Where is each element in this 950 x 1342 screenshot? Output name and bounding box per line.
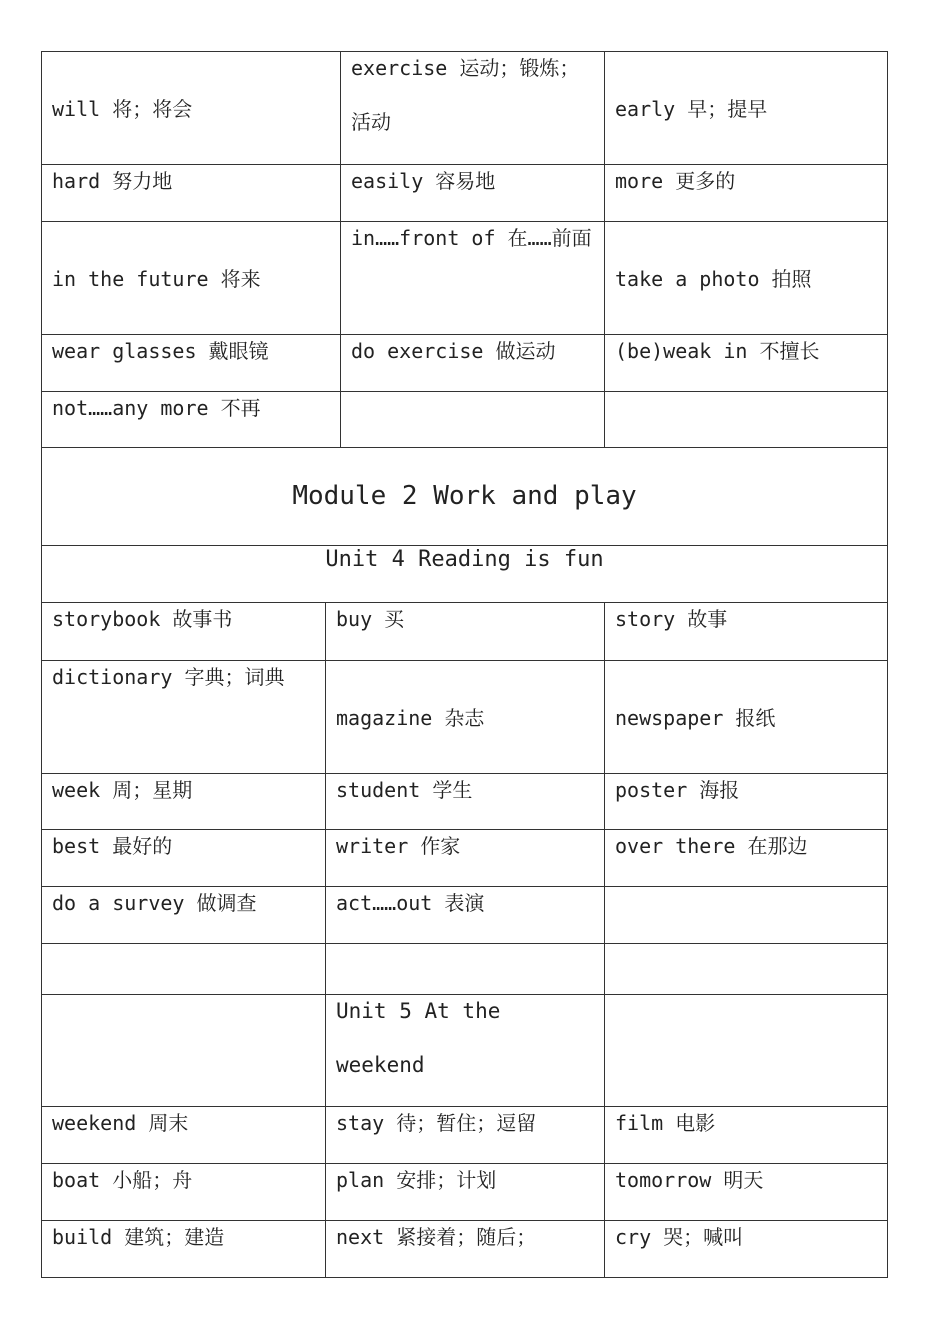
vocab-cell: boat 小船；舟 bbox=[42, 1163, 326, 1220]
vocab-cell: (be)weak in 不擅长 bbox=[605, 335, 888, 392]
vocab-cell bbox=[326, 943, 605, 994]
vocab-cell bbox=[605, 392, 888, 448]
vocab-cell: take a photo 拍照 bbox=[605, 222, 888, 335]
vocab-cell: story 故事 bbox=[605, 603, 888, 660]
vocab-cell: best 最好的 bbox=[42, 829, 326, 886]
vocab-cell: in……front of 在……前面 bbox=[341, 222, 605, 335]
vocab-cell bbox=[42, 994, 326, 1106]
vocab-cell: over there 在那边 bbox=[605, 829, 888, 886]
vocab-cell: stay 待；暂住；逗留 bbox=[326, 1106, 605, 1163]
vocab-cell: weekend 周末 bbox=[42, 1106, 326, 1163]
vocab-cell: do exercise 做运动 bbox=[341, 335, 605, 392]
vocab-cell bbox=[341, 392, 605, 448]
vocab-cell bbox=[605, 994, 888, 1106]
vocab-cell: easily 容易地 bbox=[341, 165, 605, 222]
vocab-table-module1 bbox=[41, 51, 888, 603]
vocab-cell: week 周；星期 bbox=[42, 773, 326, 829]
unit-title: Unit 5 At the weekend bbox=[326, 994, 605, 1106]
vocab-cell bbox=[605, 943, 888, 994]
vocab-cell: not……any more 不再 bbox=[42, 392, 341, 448]
vocab-cell: dictionary 字典；词典 bbox=[42, 660, 326, 773]
vocab-cell: next 紧接着；随后； bbox=[326, 1220, 605, 1277]
vocab-cell: magazine 杂志 bbox=[326, 660, 605, 773]
vocab-cell: in the future 将来 bbox=[42, 222, 341, 335]
vocab-cell: student 学生 bbox=[326, 773, 605, 829]
vocab-table-module2 bbox=[41, 603, 888, 1278]
vocab-cell: exercise 运动；锻炼；活动 bbox=[341, 52, 605, 165]
vocab-cell: hard 努力地 bbox=[42, 165, 341, 222]
vocab-cell: wear glasses 戴眼镜 bbox=[42, 335, 341, 392]
vocab-cell: storybook 故事书 bbox=[42, 603, 326, 660]
vocab-cell bbox=[42, 943, 326, 994]
unit-title: Unit 4 Reading is fun bbox=[42, 546, 888, 603]
vocab-cell: newspaper 报纸 bbox=[605, 660, 888, 773]
vocab-cell: cry 哭；喊叫 bbox=[605, 1220, 888, 1277]
vocab-cell: will 将；将会 bbox=[42, 52, 341, 165]
vocab-cell: buy 买 bbox=[326, 603, 605, 660]
vocab-cell: act……out 表演 bbox=[326, 886, 605, 943]
vocab-cell: build 建筑；建造 bbox=[42, 1220, 326, 1277]
vocabulary-sheet bbox=[41, 51, 887, 1278]
vocab-cell: more 更多的 bbox=[605, 165, 888, 222]
vocab-cell: tomorrow 明天 bbox=[605, 1163, 888, 1220]
vocab-cell: film 电影 bbox=[605, 1106, 888, 1163]
vocab-cell: plan 安排；计划 bbox=[326, 1163, 605, 1220]
module-title: Module 2 Work and play bbox=[42, 448, 888, 546]
vocab-cell: do a survey 做调查 bbox=[42, 886, 326, 943]
vocab-cell bbox=[605, 886, 888, 943]
vocab-cell: early 早；提早 bbox=[605, 52, 888, 165]
vocab-cell: writer 作家 bbox=[326, 829, 605, 886]
vocab-cell: poster 海报 bbox=[605, 773, 888, 829]
